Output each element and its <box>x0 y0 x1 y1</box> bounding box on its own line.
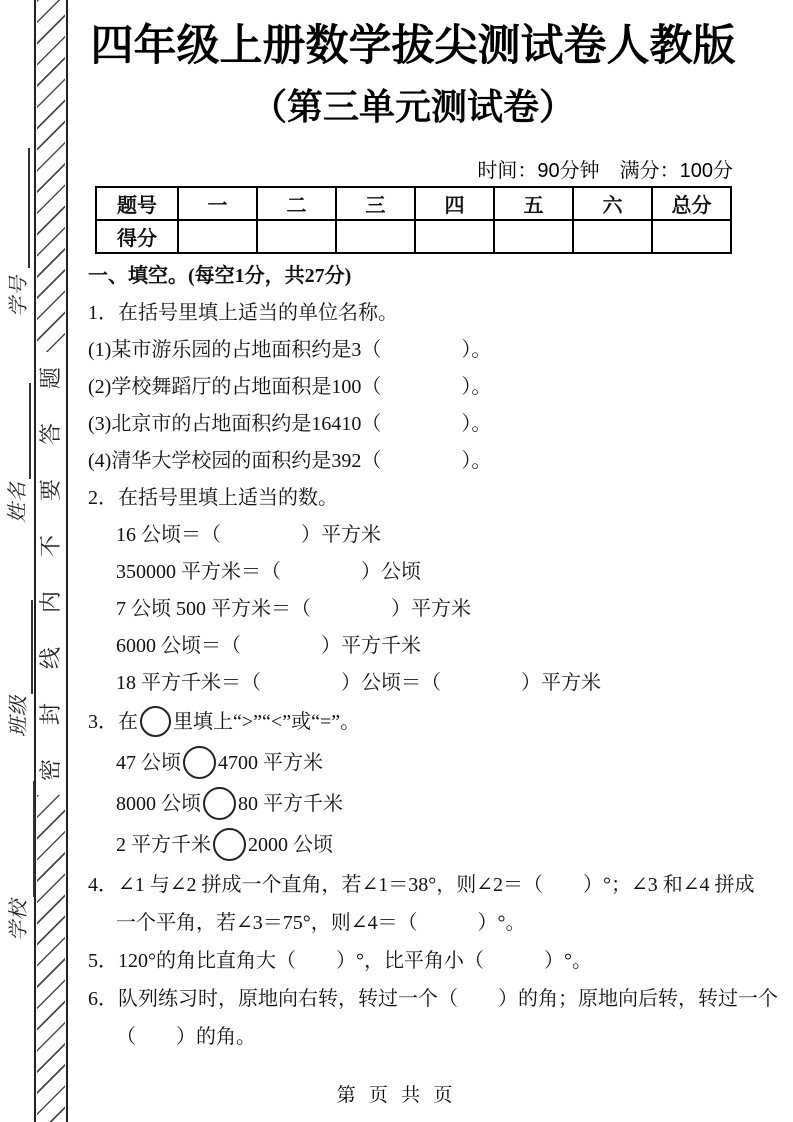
student-id-blank-line <box>28 148 30 268</box>
q1-item: (3)北京市的占地面积约是16410（ ）。 <box>88 413 492 435</box>
score-table-header-row <box>96 187 731 220</box>
question-number-header: 题号 <box>96 187 178 220</box>
q1-stem: 1．在括号里填上适当的单位名称。 <box>88 302 398 324</box>
q6-line: 6．队列练习时，原地向右转，转过一个（ ）的角；原地向后转，转过一个 <box>88 988 778 1010</box>
q4-line: 4．∠1 与∠2 拼成一个直角，若∠1＝38°，则∠2＝（ ）°；∠3 和∠4 拼成 <box>88 874 755 896</box>
comparison-circle <box>213 828 246 861</box>
school-label: 学校 <box>8 899 30 941</box>
score-cell-empty <box>573 220 652 253</box>
col-header: 一 <box>178 187 257 220</box>
comparison-circle <box>140 706 171 737</box>
q2-item: 7 公顷 500 平方米＝（ ）平方米 <box>116 598 471 620</box>
q3-row-right: 4700 平方米 <box>218 752 323 774</box>
q2-item: 16 公顷＝（ ）平方米 <box>116 524 381 546</box>
q3-row-right: 2000 公顷 <box>248 834 333 856</box>
score-row-label: 得分 <box>96 220 178 253</box>
q2-item: 6000 公顷＝（ ）平方千米 <box>116 635 421 657</box>
q3-row-right: 80 平方千米 <box>238 793 343 815</box>
class-label: 班级 <box>8 695 30 737</box>
student-name-label: 姓名 <box>7 481 29 523</box>
class-blank-line <box>31 600 33 694</box>
score-table <box>95 186 732 254</box>
total-score-header: 总分 <box>652 187 731 220</box>
score-cell-empty <box>652 220 731 253</box>
student-name-blank-line <box>29 383 31 479</box>
comparison-circle <box>183 746 216 779</box>
score-cell-empty <box>494 220 573 253</box>
q3-stem <box>88 702 748 743</box>
q2-item: 350000 平方米＝（ ）公顷 <box>116 561 421 583</box>
page-footer: 第 页 共 页 <box>336 1085 457 1106</box>
col-header: 二 <box>257 187 336 220</box>
school-blank-line <box>33 781 35 897</box>
seal-border-line-left <box>34 0 36 1122</box>
seal-phrase-char: 封 <box>38 703 63 726</box>
q3-row-left: 2 平方千米 <box>116 834 211 856</box>
q3-row-left: 8000 公顷 <box>116 793 201 815</box>
seal-phrase-char: 内 <box>38 591 63 614</box>
col-header: 六 <box>573 187 652 220</box>
score-cell-empty <box>178 220 257 253</box>
seal-phrase-char: 线 <box>38 647 63 670</box>
q3-row-left: 47 公顷 <box>116 752 181 774</box>
seal-border-line-right <box>66 0 68 1122</box>
score-cell-empty <box>336 220 415 253</box>
q4-line: 一个平角，若∠3＝75°，则∠4＝（ ）°。 <box>116 912 526 934</box>
comparison-circle <box>203 787 236 820</box>
q1-item: (1)某市游乐园的占地面积约是3（ ）。 <box>88 339 492 361</box>
q3-row <box>88 743 748 784</box>
seal-phrase-char: 要 <box>38 479 63 502</box>
col-header: 五 <box>494 187 573 220</box>
q3-stem-prefix: 3．在 <box>88 711 138 733</box>
q1-item: (2)学校舞蹈厅的占地面积是100（ ）。 <box>88 376 492 398</box>
q5-line: 5．120°的角比直角大（ ）°，比平角小（ ）°。 <box>88 950 592 972</box>
main-content <box>88 0 778 1048</box>
q3-row <box>88 825 748 866</box>
question-area <box>88 258 778 1056</box>
q6-line: （ ）的角。 <box>116 1026 256 1048</box>
seal-phrase-char: 密 <box>38 759 63 782</box>
score-cell-empty <box>257 220 336 253</box>
q1-item: (4)清华大学校园的面积约是392（ ）。 <box>88 450 492 472</box>
score-table-score-row <box>96 220 731 253</box>
col-header: 四 <box>415 187 494 220</box>
page-subtitle: （第三单元测试卷） <box>250 86 575 127</box>
page-title: 四年级上册数学拔尖测试卷人教版 <box>90 22 736 70</box>
q2-item: 18 平方千米＝（ ）公顷＝（ ）平方米 <box>116 672 601 694</box>
q2-stem: 2．在括号里填上适当的数。 <box>88 487 338 509</box>
student-id-label: 学号 <box>8 275 30 317</box>
seal-phrase-char: 题 <box>38 367 63 390</box>
exam-time-score-info: 时间：90分钟 满分：100分 <box>477 160 733 182</box>
seal-phrase-char: 不 <box>38 535 63 558</box>
section1-title: 一、填空。(每空1分，共27分) <box>88 265 352 287</box>
col-header: 三 <box>336 187 415 220</box>
q3-stem-suffix: 里填上“>”“<”或“=”。 <box>173 711 361 733</box>
q3-row <box>88 784 748 825</box>
hatch-pattern-bottom <box>37 795 65 1122</box>
score-cell-empty <box>415 220 494 253</box>
seal-phrase-char: 答 <box>38 423 63 446</box>
hatch-pattern-top <box>37 0 65 352</box>
